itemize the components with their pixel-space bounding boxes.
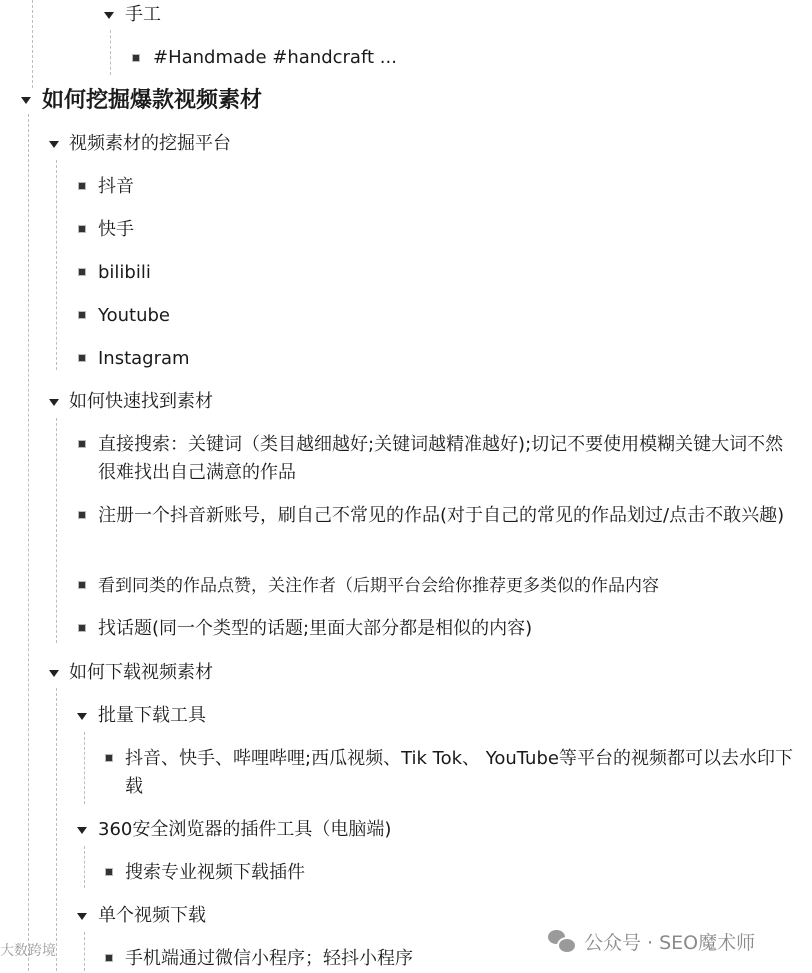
list-item-platform[interactable] [0, 259, 812, 287]
bullet-icon [106, 869, 112, 875]
outline-node-platforms[interactable] [0, 130, 812, 158]
caret-down-icon[interactable] [77, 913, 87, 920]
node-label: 搜索专业视频下载插件 [125, 862, 305, 883]
node-label: Youtube [98, 305, 170, 326]
wechat-icon [548, 930, 574, 952]
node-label: 手工 [125, 4, 161, 25]
bullet-icon [79, 625, 85, 631]
list-item-platform[interactable] [0, 216, 812, 244]
node-label: 如何快速找到素材 [69, 391, 213, 412]
outline-node-section-title[interactable] [0, 86, 812, 116]
node-label: 如何下载视频素材 [69, 662, 213, 683]
node-label: 找话题(同一个类型的话题;里面大部分都是相似的内容) [98, 618, 533, 639]
caret-down-icon[interactable] [21, 97, 31, 104]
bullet-icon [79, 183, 85, 189]
list-item-plugin-tool[interactable] [0, 859, 812, 887]
caret-down-icon[interactable] [49, 670, 59, 677]
watermark-right-text: 公众号 · SEO魔术师 [584, 931, 756, 954]
caret-down-icon[interactable] [49, 399, 59, 406]
list-item-platform[interactable] [0, 302, 812, 330]
watermark-left-text: 大数跨境 [0, 943, 56, 959]
bullet-icon [79, 269, 85, 275]
bullet-icon [79, 582, 85, 588]
outline-node-craft-tags[interactable] [0, 44, 812, 72]
node-label: 抖音 [98, 176, 134, 197]
node-label: Instagram [98, 348, 190, 369]
node-label: 快手 [98, 219, 134, 240]
node-label: 看到同类的作品点赞，关注作者（后期平台会给你推荐更多类似的作品内容 [98, 576, 659, 596]
watermark-left [0, 940, 56, 960]
bullet-icon [79, 512, 85, 518]
node-label: 视频素材的挖掘平台 [69, 133, 231, 154]
list-item-find-tip[interactable] [0, 615, 812, 643]
node-label: #Handmade #handcraft ... [153, 47, 397, 68]
node-label: 直接搜索：关键词（类目越细越好;关键词越精准越好);切记不要使用模糊关键大词不然很难找出自己满意的作品 [98, 434, 784, 483]
node-label: 注册一个抖音新账号，刷自己不常见的作品(对于自己的常见的作品划过/点击不敢兴趣) [98, 505, 785, 526]
outline-node-find[interactable] [0, 388, 812, 416]
bullet-icon [79, 226, 85, 232]
bullet-icon [79, 441, 85, 447]
list-item-find-tip[interactable] [0, 502, 812, 560]
caret-down-icon[interactable] [49, 141, 59, 148]
list-item-batch-tool[interactable] [0, 745, 812, 803]
list-item-platform[interactable] [0, 173, 812, 201]
watermark-right [548, 926, 755, 956]
list-item-platform[interactable] [0, 345, 812, 373]
node-label: 抖音、快手、哔哩哔哩;西瓜视频、Tik Tok、 YouTube等平台的视频都可以去水印下载 [125, 748, 793, 797]
caret-down-icon[interactable] [77, 827, 87, 834]
bullet-icon [106, 955, 112, 961]
caret-down-icon[interactable] [104, 12, 114, 19]
node-label: 单个视频下载 [98, 905, 206, 926]
node-label: 360安全浏览器的插件工具（电脑端) [98, 819, 392, 840]
bullet-icon [106, 755, 112, 761]
outline-node-download[interactable] [0, 659, 812, 687]
section-title: 如何挖掘爆款视频素材 [42, 88, 263, 113]
bullet-icon [133, 55, 139, 61]
bullet-icon [79, 355, 85, 361]
caret-down-icon[interactable] [77, 713, 87, 720]
node-label: 手机端通过微信小程序；轻抖小程序 [125, 948, 413, 969]
bullet-icon [79, 312, 85, 318]
node-label: 批量下载工具 [98, 705, 206, 726]
outline-node-plugin-tool[interactable] [0, 816, 812, 844]
outline-node-batch-tool[interactable] [0, 702, 812, 730]
outline-node-craft[interactable] [0, 1, 812, 29]
list-item-find-tip[interactable] [0, 572, 812, 600]
list-item-find-tip[interactable] [0, 431, 812, 489]
node-label: bilibili [98, 262, 151, 283]
